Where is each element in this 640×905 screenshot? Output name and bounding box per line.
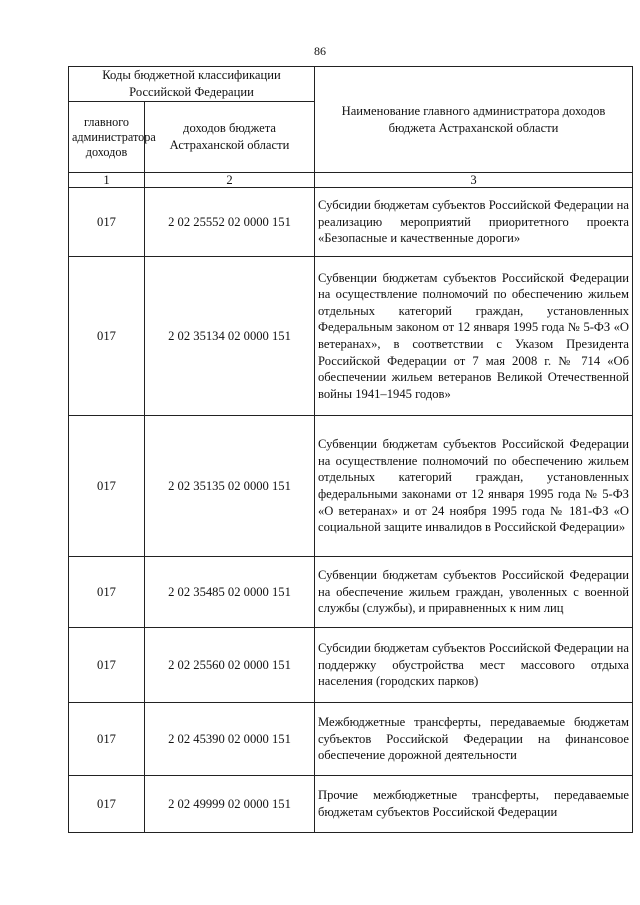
admin-name-cell: Субвенции бюджетам субъектов Российской Федерации на осуществление полномочий по обеспечению жильем отдельных категорий граждан, установленных Федеральным законом от 12 января 1995 года № 5-ФЗ «О ветеранах», в соответствии с Указом Президента Российской Федерации от 7 мая 2008 г. № 714 «Об обеспечении жильем ветеранов Великой Отечественной войны 1941–1945 годов» — [315, 257, 633, 416]
revenue-code-cell: 2 02 25560 02 0000 151 — [145, 628, 315, 703]
table-row — [69, 416, 633, 557]
revenue-code-cell: 2 02 35485 02 0000 151 — [145, 557, 315, 628]
admin-name-cell: Субвенции бюджетам субъектов Российской Федерации на обеспечение жильем граждан, уволенных с военной службы (службы), и приравненных к ним лиц — [315, 557, 633, 628]
admin-name-cell: Субвенции бюджетам субъектов Российской Федерации на осуществление полномочий по обеспечению жильем отдельных категорий граждан, установленных федеральными законами от 12 января 1995 года № 5-ФЗ «О ветеранах» и от 24 ноября 1995 года № 181-ФЗ «О социальной защите инвалидов в Российской Федерации» — [315, 416, 633, 557]
admin-name-cell: Прочие межбюджетные трансферты, передаваемые бюджетам субъектов Российской Федерации — [315, 776, 633, 833]
admin-code-cell: 017 — [69, 776, 145, 833]
table-row — [69, 776, 633, 833]
table-row — [69, 188, 633, 257]
revenue-code-cell: 2 02 25552 02 0000 151 — [145, 188, 315, 257]
admin-code-cell: 017 — [69, 257, 145, 416]
revenue-code-cell: 2 02 49999 02 0000 151 — [145, 776, 315, 833]
table-row — [69, 557, 633, 628]
admin-name-cell: Субсидии бюджетам субъектов Российской Федерации на реализацию мероприятий приоритетного проекта «Безопасные и качественные дороги» — [315, 188, 633, 257]
header-revenue-code: доходов бюджета Астраханской области — [145, 102, 315, 173]
admin-code-cell: 017 — [69, 188, 145, 257]
column-number-row — [69, 173, 633, 188]
admin-code-cell: 017 — [69, 703, 145, 776]
admin-name-cell: Межбюджетные трансферты, передаваемые бюджетам субъектов Российской Федерации на финансовое обеспечение дорожной деятельности — [315, 703, 633, 776]
table-row — [69, 628, 633, 703]
table-row — [69, 257, 633, 416]
admin-code-cell: 017 — [69, 557, 145, 628]
admin-code-cell: 017 — [69, 416, 145, 557]
header-codes-group: Коды бюджетной классификации Российской Федерации — [69, 67, 315, 102]
header-admin-name: Наименование главного администратора доходов бюджета Астраханской области — [315, 67, 633, 173]
table-row — [69, 703, 633, 776]
header-chief-admin: главного администратора доходов — [69, 102, 145, 173]
admin-code-cell: 017 — [69, 628, 145, 703]
revenue-code-cell: 2 02 35135 02 0000 151 — [145, 416, 315, 557]
budget-codes-table — [68, 66, 633, 833]
column-number-3: 3 — [315, 173, 633, 188]
revenue-code-cell: 2 02 45390 02 0000 151 — [145, 703, 315, 776]
page-number: 86 — [314, 44, 326, 58]
column-number-1: 1 — [69, 173, 145, 188]
revenue-code-cell: 2 02 35134 02 0000 151 — [145, 257, 315, 416]
header-row-top — [69, 67, 633, 102]
column-number-2: 2 — [145, 173, 315, 188]
admin-name-cell: Субсидии бюджетам субъектов Российской Федерации на поддержку обустройства мест массового отдыха населения (городских парков) — [315, 628, 633, 703]
